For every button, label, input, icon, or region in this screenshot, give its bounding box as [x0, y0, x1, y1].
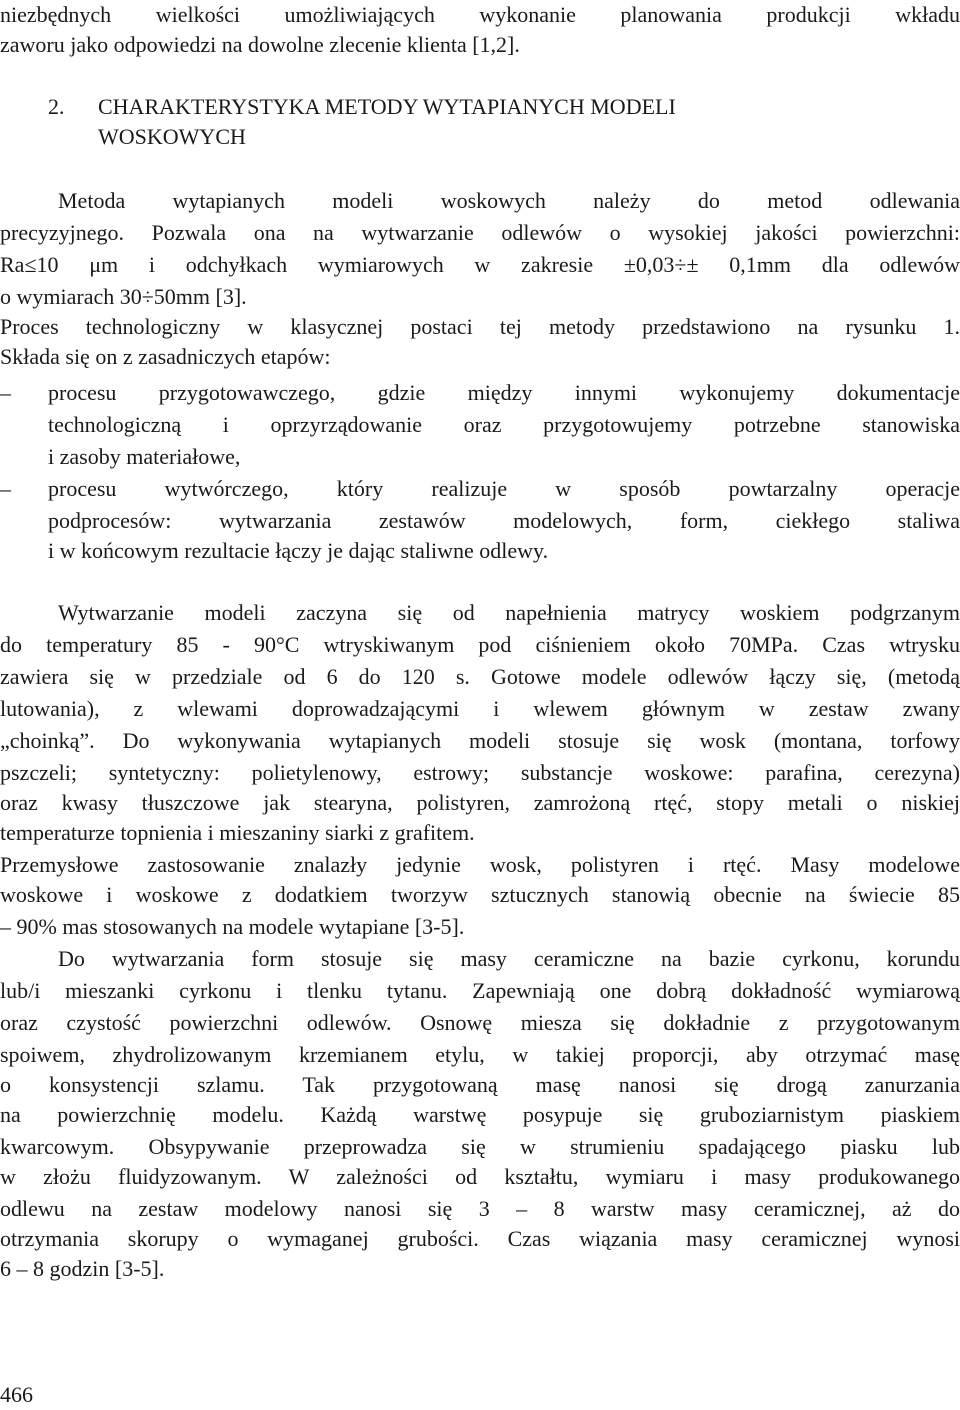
paragraph-line: Do wytwarzania form stosuje się masy ceramiczne na bazie cyrkonu, korundu: [58, 946, 960, 971]
list-dash: –: [0, 380, 11, 405]
paragraph-line: Proces technologiczny w klasycznej postaci tej metody przedstawiono na rysunku 1.: [0, 314, 960, 339]
paragraph-line: oraz kwasy tłuszczowe jak stearyna, polistyren, zamrożoną rtęć, stopy metali o niskiej: [0, 790, 960, 815]
intro-line: zaworu jako odpowiedzi na dowolne zlecenie klienta [1,2].: [0, 32, 520, 57]
section-title: CHARAKTERYSTYKA METODY WYTAPIANYCH MODELI: [98, 94, 676, 119]
list-item-line: i w końcowym rezultacie łączy je dając staliwne odlewy.: [48, 538, 549, 563]
paragraph-line: Ra≤10 μm i odchyłkach wymiarowych w zakresie ±0,03÷± 0,1mm dla odlewów: [0, 252, 960, 277]
list-dash: –: [0, 476, 11, 501]
paragraph-line: woskowe i woskowe z dodatkiem tworzyw sztucznych stanowią obecnie na świecie 85: [0, 882, 960, 907]
section-number: 2.: [48, 94, 65, 119]
paragraph-line: w złożu fluidyzowanym. W zależności od kształtu, wymiaru i masy produkowanego: [0, 1164, 960, 1189]
page-number: 466: [0, 1382, 33, 1407]
paragraph-line: otrzymania skorupy o wymaganej grubości. Czas wiązania masy ceramicznej wynosi: [0, 1226, 960, 1251]
list-item-line: procesu przygotowawczego, gdzie między innymi wykonujemy dokumentacje: [48, 380, 960, 405]
paragraph-line: 6 – 8 godzin [3-5].: [0, 1256, 165, 1281]
paragraph-line: lub/i mieszanki cyrkonu i tlenku tytanu. Zapewniają one dobrą dokładność wymiarową: [0, 978, 960, 1003]
paragraph-line: odlewu na zestaw modelowy nanosi się 3 – 8 warstw masy ceramicznej, aż do: [0, 1196, 960, 1221]
list-item-line: technologiczną i oprzyrządowanie oraz przygotowujemy potrzebne stanowiska: [48, 412, 960, 437]
paragraph-line: „choinką”. Do wykonywania wytapianych modeli stosuje się wosk (montana, torfowy: [0, 728, 960, 753]
paragraph-line: – 90% mas stosowanych na modele wytapiane [3-5].: [0, 914, 465, 939]
paragraph-line: Metoda wytapianych modeli woskowych należy do metod odlewania: [58, 188, 960, 213]
paragraph-line: kwarcowym. Obsypywanie przeprowadza się w strumieniu spadającego piasku lub: [0, 1134, 960, 1159]
paragraph-line: na powierzchnię modelu. Każdą warstwę posypuje się gruboziarnistym piaskiem: [0, 1102, 960, 1127]
paragraph-line: Składa się on z zasadniczych etapów:: [0, 344, 331, 369]
list-item-line: procesu wytwórczego, który realizuje w sposób powtarzalny operacje: [48, 476, 960, 501]
paragraph-line: precyzyjnego. Pozwala ona na wytwarzanie odlewów o wysokiej jakości powierzchni:: [0, 220, 960, 245]
paragraph-line: o wymiarach 30÷50mm [3].: [0, 284, 247, 309]
paragraph-line: spoiwem, zhydrolizowanym krzemianem etylu, w takiej proporcji, aby otrzymać masę: [0, 1042, 960, 1067]
section-title: WOSKOWYCH: [98, 124, 246, 149]
paragraph-line: zawiera się w przedziale od 6 do 120 s. Gotowe modele odlewów łączy się, (metodą: [0, 664, 960, 689]
paragraph-line: lutowania), z wlewami doprowadzającymi i wlewem głównym w zestaw zwany: [0, 696, 960, 721]
paragraph-line: Przemysłowe zastosowanie znalazły jedynie wosk, polistyren i rtęć. Masy modelowe: [0, 852, 960, 877]
paragraph-line: pszczeli; syntetyczny: polietylenowy, estrowy; substancje woskowe: parafina, cerezyna): [0, 760, 960, 785]
list-item-line: i zasoby materiałowe,: [48, 444, 241, 469]
paragraph-line: Wytwarzanie modeli zaczyna się od napełnienia matrycy woskiem podgrzanym: [58, 600, 960, 625]
paragraph-line: o konsystencji szlamu. Tak przygotowaną masę nanosi się drogą zanurzania: [0, 1072, 960, 1097]
paragraph-line: do temperatury 85 - 90°C wtryskiwanym pod ciśnieniem około 70MPa. Czas wtrysku: [0, 632, 960, 657]
paragraph-line: temperaturze topnienia i mieszaniny siarki z grafitem.: [0, 820, 475, 845]
intro-line: niezbędnych wielkości umożliwiających wykonanie planowania produkcji wkładu: [0, 2, 960, 27]
list-item-line: podprocesów: wytwarzania zestawów modelowych, form, ciekłego staliwa: [48, 508, 960, 533]
paragraph-line: oraz czystość powierzchni odlewów. Osnowę miesza się dokładnie z przygotowanym: [0, 1010, 960, 1035]
